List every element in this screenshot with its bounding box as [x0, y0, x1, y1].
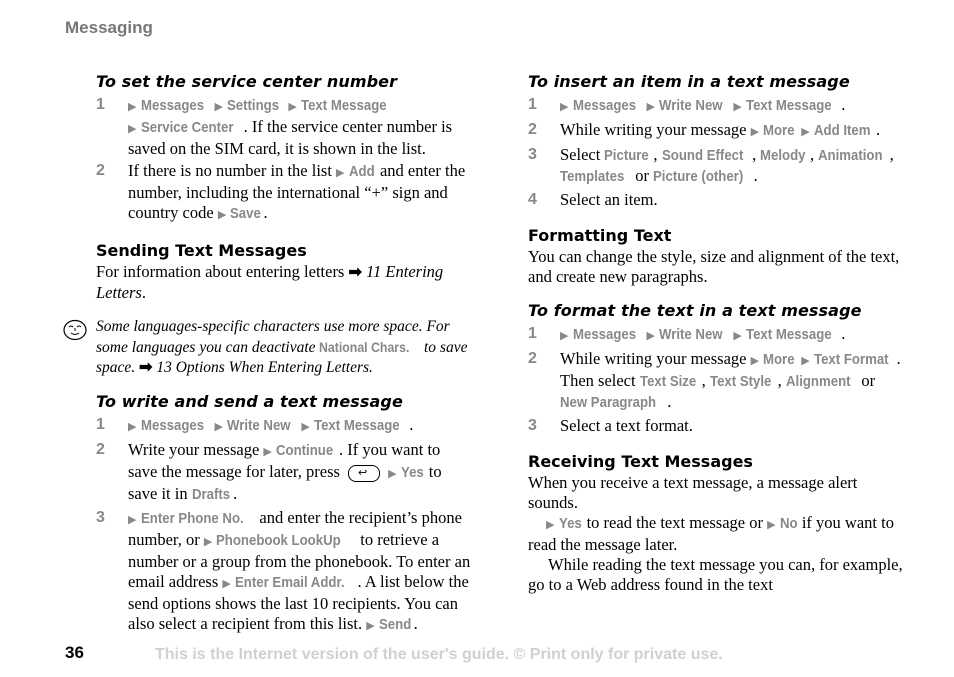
cross-reference: 13 Options When Entering Letters.: [156, 359, 373, 376]
heading-format-text: To format the text in a text message: [528, 301, 862, 320]
left-column: [96, 72, 472, 638]
arrow-right-icon: ▶: [263, 446, 272, 458]
step-number: 4: [528, 191, 537, 208]
step-number: 2: [528, 350, 537, 367]
footer-notice: This is the Internet version of the user's guide. © Print only for private use.: [155, 646, 723, 663]
formatting-paragraph: You can change the style, size and alignment of the text, and create new paragraphs.: [528, 247, 900, 286]
menu-label: Messages: [140, 97, 204, 114]
arrow-right-icon: ▶: [560, 101, 569, 113]
step-text: . If you want to save the message for later, press: [128, 440, 441, 481]
arrow-right-icon: ▶: [801, 355, 810, 367]
menu-label: Write New: [659, 326, 723, 343]
menu-label: Service Center: [140, 119, 234, 136]
heading-service-center: To set the service center number: [96, 72, 398, 91]
menu-label: Drafts: [191, 486, 230, 503]
note-text: to save space.: [96, 339, 468, 376]
menu-label: Text Format: [813, 351, 889, 368]
menu-label: Enter Email Addr.: [234, 574, 345, 591]
punctuation: .: [841, 324, 846, 343]
step-text: Select: [560, 145, 605, 164]
menu-label: Templates: [560, 168, 625, 185]
arrow-right-icon: ▶: [646, 330, 655, 342]
menu-label: Send: [378, 616, 412, 633]
step-text: . Then select: [560, 349, 901, 390]
arrow-right-icon: ▶: [301, 421, 310, 433]
reference-arrow-icon: ➡: [348, 264, 362, 281]
step-text: . If the service center number is saved on the SIM card, it is shown in the list.: [128, 117, 453, 158]
arrow-right-icon: ▶: [128, 123, 137, 135]
arrow-right-icon: ▶: [128, 101, 137, 113]
arrow-right-icon: ▶: [388, 468, 397, 480]
punctuation: .: [667, 392, 672, 411]
menu-label: Settings: [227, 97, 280, 114]
step-2: [96, 440, 472, 505]
step-number: 2: [96, 162, 105, 179]
page-number: 36: [65, 643, 84, 662]
heading-receiving: Receiving Text Messages: [528, 452, 753, 471]
menu-label: Enter Phone No.: [140, 510, 244, 527]
step-number: 3: [528, 417, 537, 434]
step-number: 1: [96, 96, 105, 113]
arrow-right-icon: ▶: [750, 355, 760, 367]
step-3: 3 Select Picture , Sound Effect , Melody , Animation , Templates or Picture (other) .: [528, 145, 894, 185]
menu-label: Add Item: [813, 122, 871, 139]
sending-paragraph: [96, 262, 472, 303]
section-header: Messaging: [65, 18, 153, 37]
step-2: [96, 161, 472, 225]
arrow-right-icon: ▶: [214, 101, 223, 113]
step-number: 1: [528, 325, 537, 342]
menu-label: Text Size: [639, 373, 696, 390]
step-4: [528, 190, 904, 210]
menu-label: Phonebook LookUp: [216, 532, 342, 549]
step-text: Select an item.: [560, 190, 658, 209]
arrow-right-icon: ▶: [646, 101, 655, 113]
step-text: or: [631, 166, 654, 185]
receiving-options: [528, 513, 904, 555]
menu-label: Picture: [604, 147, 650, 164]
right-column: [528, 72, 904, 595]
menu-label: Alignment: [785, 373, 851, 390]
arrow-right-icon: ▶: [366, 620, 375, 632]
step-text: and enter the recipient’s phone number, or: [128, 508, 462, 549]
menu-label: Text Message: [314, 417, 400, 434]
menu-label: Write New: [227, 417, 291, 434]
menu-label: Yes: [400, 464, 424, 481]
step-text: Select a text format.: [560, 416, 693, 435]
paragraph-text: For information about entering letters: [96, 262, 349, 281]
arrow-right-icon: ▶: [222, 578, 231, 590]
step-number: 1: [528, 96, 537, 113]
step-text: . A list below the send options shows the last 10 recipients. You can also select a recipient from this list.: [128, 572, 469, 633]
step-number: 1: [96, 416, 105, 433]
menu-label: Text Message: [300, 97, 387, 114]
step-3: [528, 416, 904, 436]
arrow-right-icon: ▶: [733, 101, 742, 113]
paragraph-text: to read the text message or: [582, 513, 768, 532]
punctuation: .: [841, 95, 846, 114]
arrow-right-icon: ▶: [801, 126, 810, 138]
step-1: [96, 95, 472, 159]
punctuation: .: [413, 614, 418, 633]
step-3: [96, 508, 472, 636]
arrow-right-icon: ▶: [203, 536, 213, 548]
step-number: 3: [96, 509, 105, 526]
menu-label: Messages: [140, 417, 204, 434]
menu-label: Melody: [760, 147, 806, 164]
step-text: While writing your message: [560, 349, 751, 368]
punctuation: .: [141, 283, 146, 302]
arrow-right-icon: ▶: [767, 519, 776, 531]
step-number: 2: [96, 441, 105, 458]
menu-label: Animation: [818, 147, 883, 164]
arrow-right-icon: ▶: [546, 519, 555, 531]
menu-label: Write New: [659, 97, 723, 114]
paragraph-text: if you want to read the message later.: [528, 513, 894, 554]
arrow-right-icon: ▶: [336, 167, 345, 179]
menu-label: Continue: [276, 442, 334, 459]
arrow-right-icon: ▶: [217, 209, 227, 221]
menu-label: Picture (other): [653, 168, 744, 185]
step-1: [528, 324, 904, 346]
note-text: Some languages-specific characters use more space. For some languages you can deactivate: [96, 318, 450, 356]
heading-formatting: Formatting Text: [528, 226, 672, 245]
receiving-paragraph: While reading the text message you can, for example, go to a Web address found in the text: [528, 555, 903, 594]
step-number: 3: [528, 146, 537, 163]
arrow-right-icon: ▶: [214, 421, 223, 433]
menu-label: Messages: [572, 97, 636, 114]
heading-insert-item: To insert an item in a text message: [528, 72, 850, 91]
receiving-paragraph: When you receive a text message, a message alert sounds.: [528, 473, 858, 512]
step-number: 2: [528, 121, 537, 138]
reference-arrow-icon: ➡: [139, 359, 153, 376]
menu-label: Text Style: [709, 373, 772, 390]
menu-label: No: [779, 515, 798, 532]
step-text: While writing your message: [560, 120, 751, 139]
punctuation: .: [875, 120, 881, 139]
step-text: and enter the number, including the international “+” sign and country code: [128, 161, 466, 222]
back-key-icon: ↩: [348, 465, 380, 482]
arrow-right-icon: ▶: [750, 126, 760, 138]
punctuation: .: [753, 166, 758, 185]
heading-sending: Sending Text Messages: [96, 241, 307, 260]
step-2: [528, 120, 904, 142]
tip-note: [96, 317, 472, 378]
arrow-right-icon: ▶: [733, 330, 742, 342]
menu-label: More: [763, 351, 795, 368]
step-1: [528, 95, 904, 117]
step-text: If there is no number in the list: [128, 161, 337, 180]
punctuation: .: [409, 415, 414, 434]
cross-reference: 11 Entering Letters: [96, 262, 444, 302]
step-text: to save it in: [128, 462, 442, 503]
arrow-right-icon: ▶: [560, 330, 569, 342]
step-2: 2 While writing your message ▶ More ▶ Text Format . Then select Text Size , Text Style , Alignment or New Paragraph .: [528, 349, 901, 411]
menu-label: Save: [230, 205, 262, 222]
step-text: or: [857, 371, 876, 390]
step-1: [96, 415, 472, 437]
menu-label: New Paragraph: [560, 394, 657, 411]
tip-icon: [62, 319, 88, 341]
punctuation: .: [233, 484, 238, 503]
step-text: Write your message: [128, 440, 264, 459]
menu-label: Add: [348, 163, 375, 180]
menu-label: Messages: [572, 326, 636, 343]
menu-label: Sound Effect: [661, 147, 743, 164]
step-text: to retrieve a number or a group from the phonebook. To enter an email address: [128, 530, 471, 591]
menu-label: Text Message: [746, 97, 832, 114]
arrow-right-icon: ▶: [288, 101, 297, 113]
menu-label: Yes: [558, 515, 582, 532]
arrow-right-icon: ▶: [128, 514, 137, 526]
menu-label: Text Message: [746, 326, 832, 343]
heading-write-send: To write and send a text message: [96, 392, 403, 411]
punctuation: .: [263, 203, 268, 222]
menu-label: More: [763, 122, 795, 139]
menu-label: National Chars.: [319, 339, 410, 355]
arrow-right-icon: ▶: [128, 421, 137, 433]
